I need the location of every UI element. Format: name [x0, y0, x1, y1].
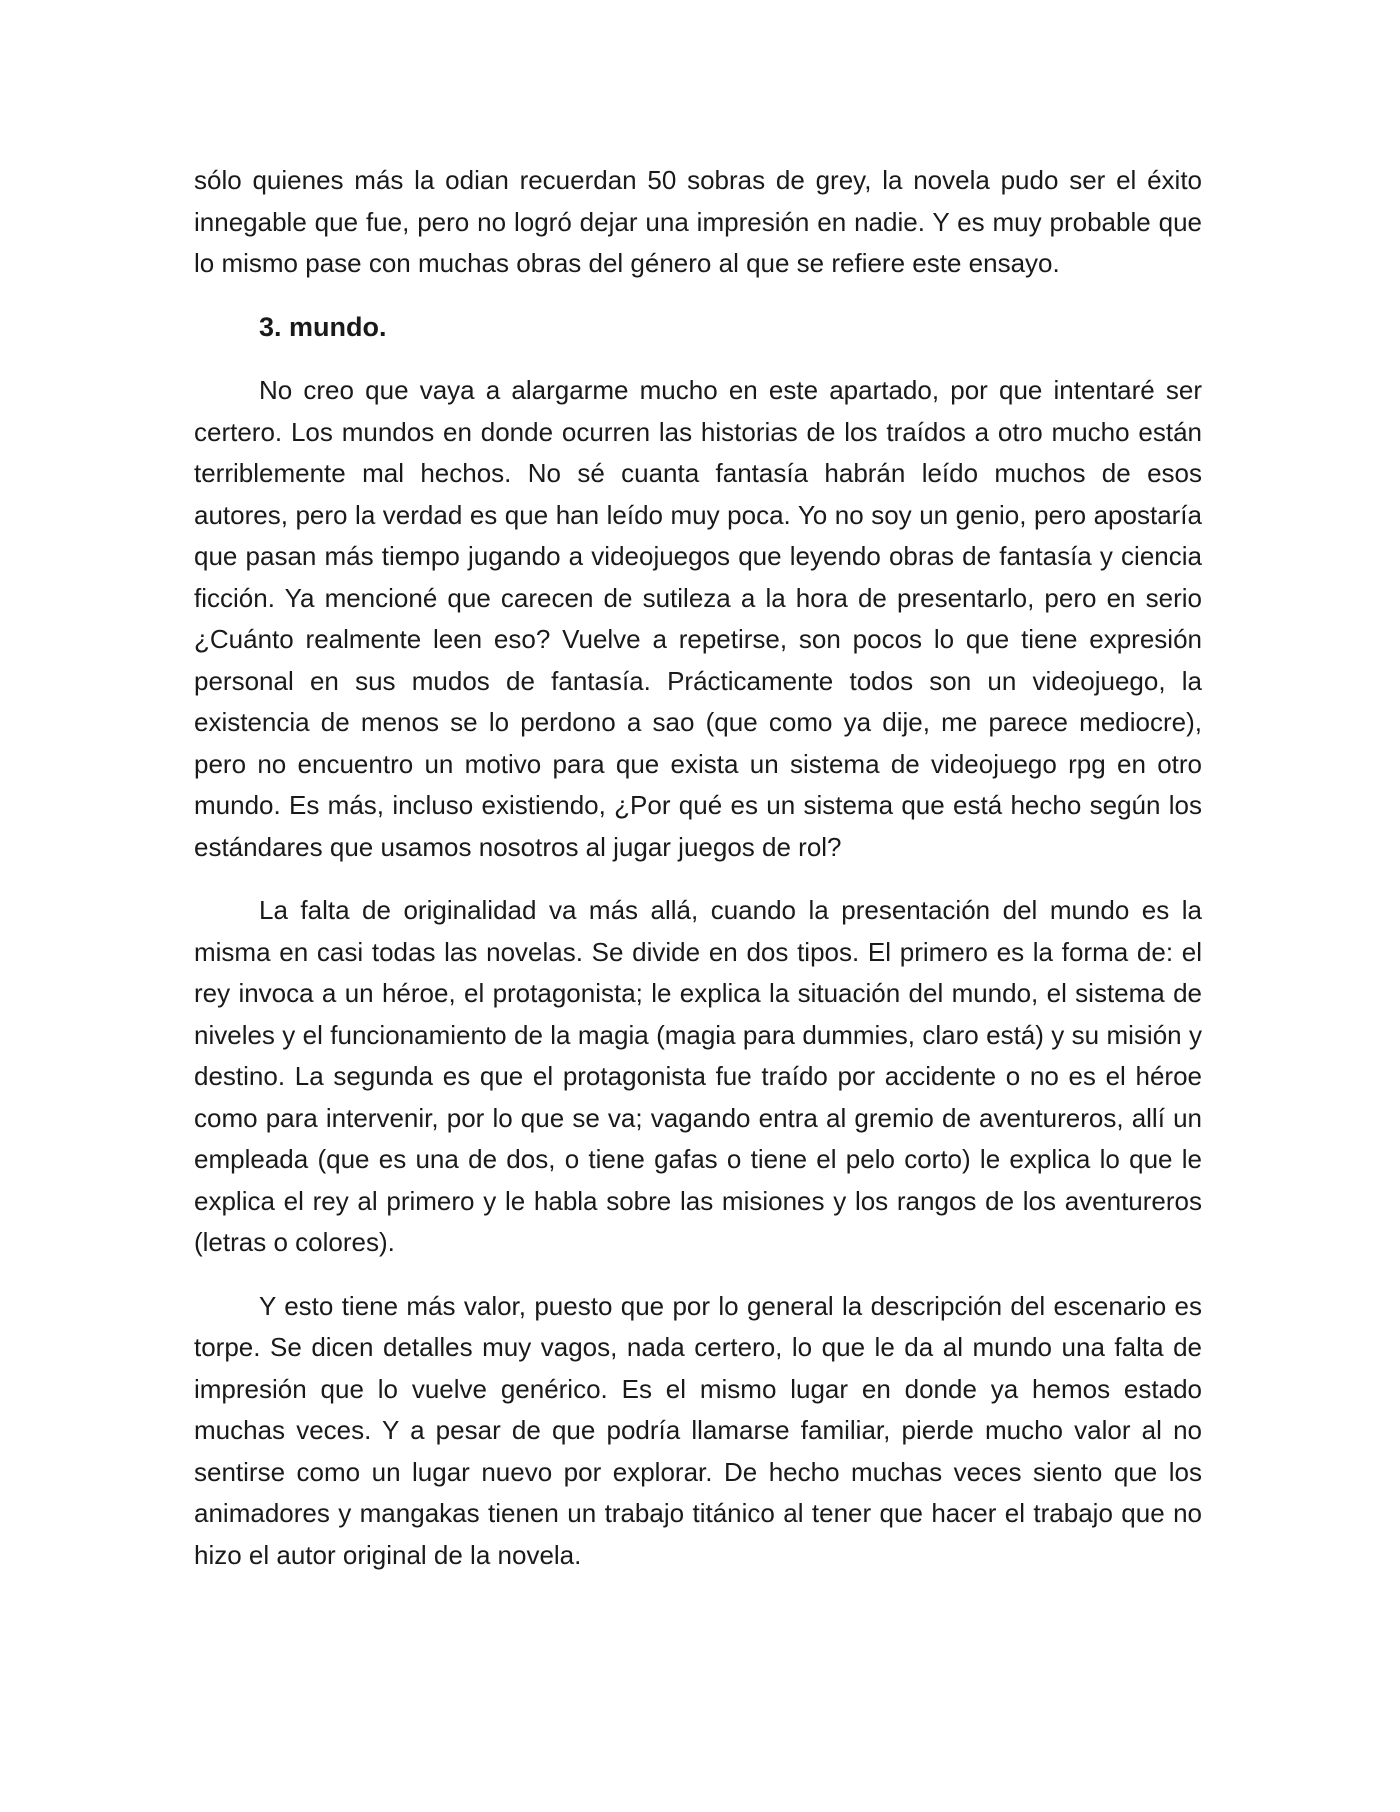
document-body — [194, 160, 1202, 1598]
intro-paragraph: sólo quienes más la odian recuerdan 50 sobras de grey, la novela pudo ser el éxito innegable que fue, pero no logró dejar una impresión en nadie. Y es muy probable que lo mismo pase con muchas obras del género al que se refiere este ensayo. — [194, 165, 1202, 278]
section-heading: 3. mundo. — [259, 311, 387, 342]
paragraph-originality: La falta de originalidad va más allá, cuando la presentación del mundo es la misma en casi todas las novelas. Se divide en dos tipos. El primero es la forma de: el rey invoca a un héroe, el protagonista; le explica la situación del mundo, el sistema de niveles y el funcionamiento de la magia (magia para dummies, claro está) y su misión y destino. La segunda es que el protagonista fue traído por accidente o no es el héroe como para intervenir, por lo que se va; vagando entra al gremio de aventureros, allí un empleada (que es una de dos, o tiene gafas o tiene el pelo corto) le explica lo que le explica el rey al primero y le habla sobre las misiones y los rangos de los aventureros (letras o colores). — [194, 895, 1202, 1257]
paragraph-world-design: No creo que vaya a alargarme mucho en este apartado, por que intentaré ser certero. Los mundos en donde ocurren las historias de los traídos a otro mucho están terriblemente mal hechos. No sé cuanta fantasía habrán leído muchos de esos autores, pero la verdad es que han leído muy poca. Yo no soy un genio, pero apostaría que pasan más tiempo jugando a videojuegos que leyendo obras de fantasía y ciencia ficción. Ya mencioné que carecen de sutileza a la hora de presentarlo, pero en serio ¿Cuánto realmente leen eso? Vuelve a repetirse, son pocos lo que tiene expresión personal en sus mudos de fantasía. Prácticamente todos son un videojuego, la existencia de menos se lo perdono a sao (que como ya dije, me parece mediocre), pero no encuentro un motivo para que exista un sistema de videojuego rpg en otro mundo. Es más, incluso existiendo, ¿Por qué es un sistema que está hecho según los estándares que usamos nosotros al jugar juegos de rol? — [194, 375, 1202, 862]
paragraph-setting-description: Y esto tiene más valor, puesto que por lo general la descripción del escenario es torpe. Se dicen detalles muy vagos, nada certero, lo que le da al mundo una falta de impresión que lo vuelve genérico. Es el mismo lugar en donde ya hemos estado muchas veces. Y a pesar de que podría llamarse familiar, pierde mucho valor al no sentirse como un lugar nuevo por explorar. De hecho muchas veces siento que los animadores y mangakas tienen un trabajo titánico al tener que hacer el trabajo que no hizo el autor original de la novela. — [194, 1290, 1202, 1570]
